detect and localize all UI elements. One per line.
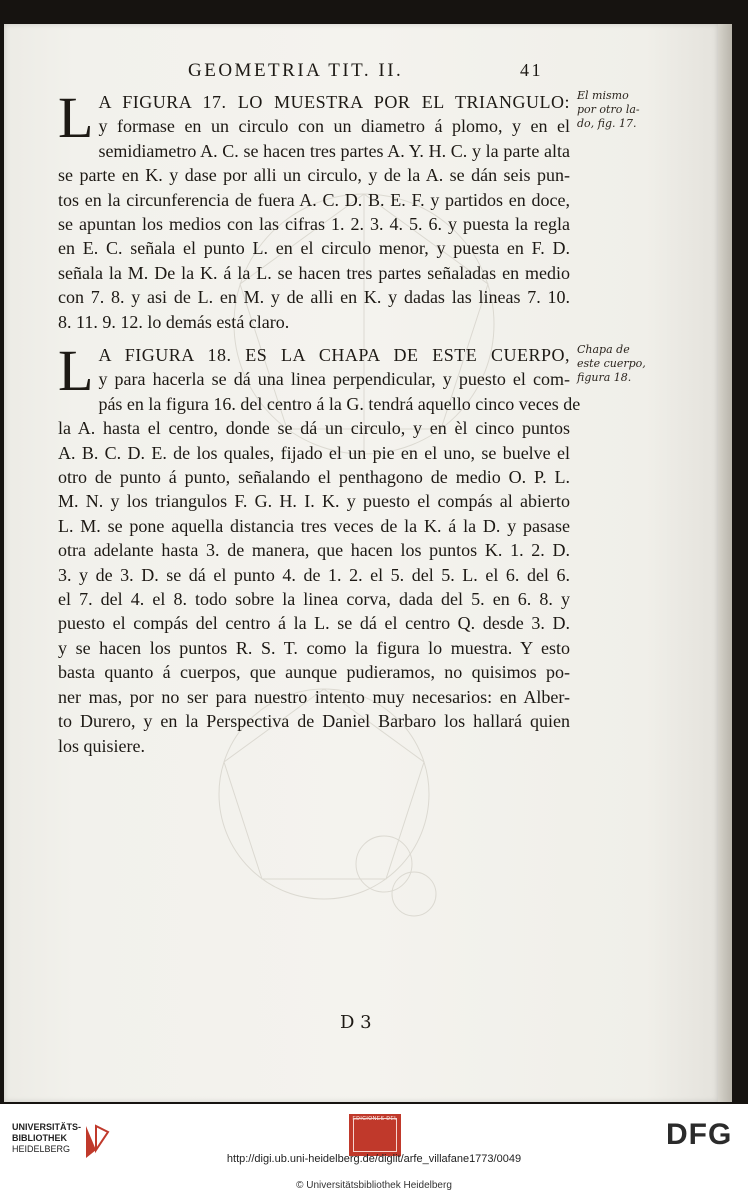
text-line: L. M. se pone aquella distancia tres veces de la K. á la D. y pasase	[58, 515, 570, 536]
header-title: GEOMETRIA TIT. II.	[188, 60, 404, 81]
seal-title: EDICIONES DEL	[352, 1116, 398, 1122]
copyright-notice: © Universitätsbibliothek Heidelberg	[296, 1180, 452, 1191]
library-line: BIBLIOTHEK	[12, 1133, 67, 1143]
text-line: basta quanto á cuerpos, que aunque pudieramos, no quisimos po-	[58, 662, 570, 683]
text-line: 3. y de 3. D. se dá el punto 4. de 1. 2. el 5. del 5. L. el 6. del 6.	[58, 564, 570, 585]
dfg-logo[interactable]: DFG	[666, 1118, 733, 1151]
text-line: to Durero, y en la Perspectiva de Daniel Barbaro los hallará quien	[58, 711, 570, 732]
text-line: y para hacerla se dá una linea perpendicular, y puesto el com-	[98, 369, 570, 390]
text-line: en E. C. señala el punto L. en el circulo menor, y puesta en F. D.	[58, 238, 570, 259]
library-name	[12, 1122, 81, 1155]
text-line: la A. hasta el centro, donde se dá un circulo, y en èl cinco puntos	[58, 418, 570, 439]
library-line: UNIVERSITÄTS-	[12, 1122, 82, 1132]
edition-seal-logo[interactable]	[349, 1114, 401, 1156]
margin-note-1	[577, 89, 649, 131]
text-line: A FIGURA 17. LO MUESTRA POR EL TRIANGULO:	[98, 92, 570, 112]
viewer-footer	[0, 1104, 748, 1198]
drop-cap: L	[58, 85, 94, 150]
text-line: M. N. y los triangulos F. G. H. I. K. y puesto el compás al abierto	[58, 491, 570, 512]
text-line: se apuntan los medios con las cifras 1. 2. 3. 4. 5. 6. y puesta la regla	[58, 214, 570, 235]
paragraph-figure-18	[58, 338, 581, 758]
paragraph-figure-17	[58, 85, 570, 334]
text-line: con 7. 8. y asi de L. en M. y de alli en K. y dadas las lineas 7. 10.	[58, 287, 570, 308]
margin-note-2	[577, 343, 649, 385]
text-line: señala la M. De la K. á la L. se hacen tres partes señaladas en medio	[58, 262, 570, 283]
library-line: HEIDELBERG	[12, 1144, 71, 1154]
text-line: tos en la circunferencia de fuera A. C. D. B. E. F. y partidos en doce,	[58, 189, 570, 210]
text-line: semidiametro A. C. se hacen tres partes A. Y. H. C. y la parte alta	[98, 140, 570, 161]
running-header	[60, 60, 560, 86]
text-line: los quisiere.	[58, 735, 145, 756]
text-line: pás en la figura 16. del centro á la G. tendrá aquello cinco veces de	[98, 393, 581, 414]
text-line: puesto el compás del centro á la L. se dá el centro Q. desde 3. D.	[58, 613, 570, 634]
margin-note-line: do, fig. 17.	[577, 117, 637, 130]
text-line: A FIGURA 18. ES LA CHAPA DE ESTE CUERPO,	[98, 345, 570, 365]
text-line: 8. 11. 9. 12. lo demás está claro.	[58, 311, 290, 332]
text-line: otro de punto á punto, señalando el penthagono de medio O. P. L.	[58, 467, 570, 488]
page-edge	[718, 24, 732, 1102]
margin-note-line: este cuerpo,	[577, 357, 646, 370]
margin-note-line: Chapa de	[577, 343, 630, 356]
text-line: y formase en un circulo con un diametro á plomo, y en el	[98, 116, 570, 137]
text-line: ner mas, por no ser para nuestro intento muy necesarios: en Alber-	[58, 686, 570, 707]
text-line: el 7. del 4. el 8. todo sobre la linea corva, dada del 5. en 6. 8. y	[58, 589, 570, 610]
signature-mark: D 3	[340, 1012, 372, 1033]
text-line: A. B. C. D. E. de los quales, fijado el un pie en el uno, se buelve el	[58, 442, 570, 463]
drop-cap: L	[58, 338, 94, 403]
text-line: y se hacen los puntos R. S. T. como la figura lo muestra. Y esto	[58, 637, 570, 658]
text-line: se parte en K. y dase por alli un circulo, y de la A. se dán seis pun-	[58, 165, 570, 186]
margin-note-line: El mismo	[577, 89, 629, 102]
seal-frame	[353, 1118, 397, 1152]
permalink-url[interactable]: http://digi.ub.uni-heidelberg.de/diglit/arfe_villafane1773/0049	[226, 1153, 522, 1165]
margin-note-line: figura 18.	[577, 371, 632, 384]
margin-note-line: por otro la-	[577, 103, 640, 116]
page-number: 41	[520, 60, 543, 80]
text-line: otra adelante hasta 3. de manera, que hacen los puntos K. 1. 2. D.	[58, 540, 570, 561]
